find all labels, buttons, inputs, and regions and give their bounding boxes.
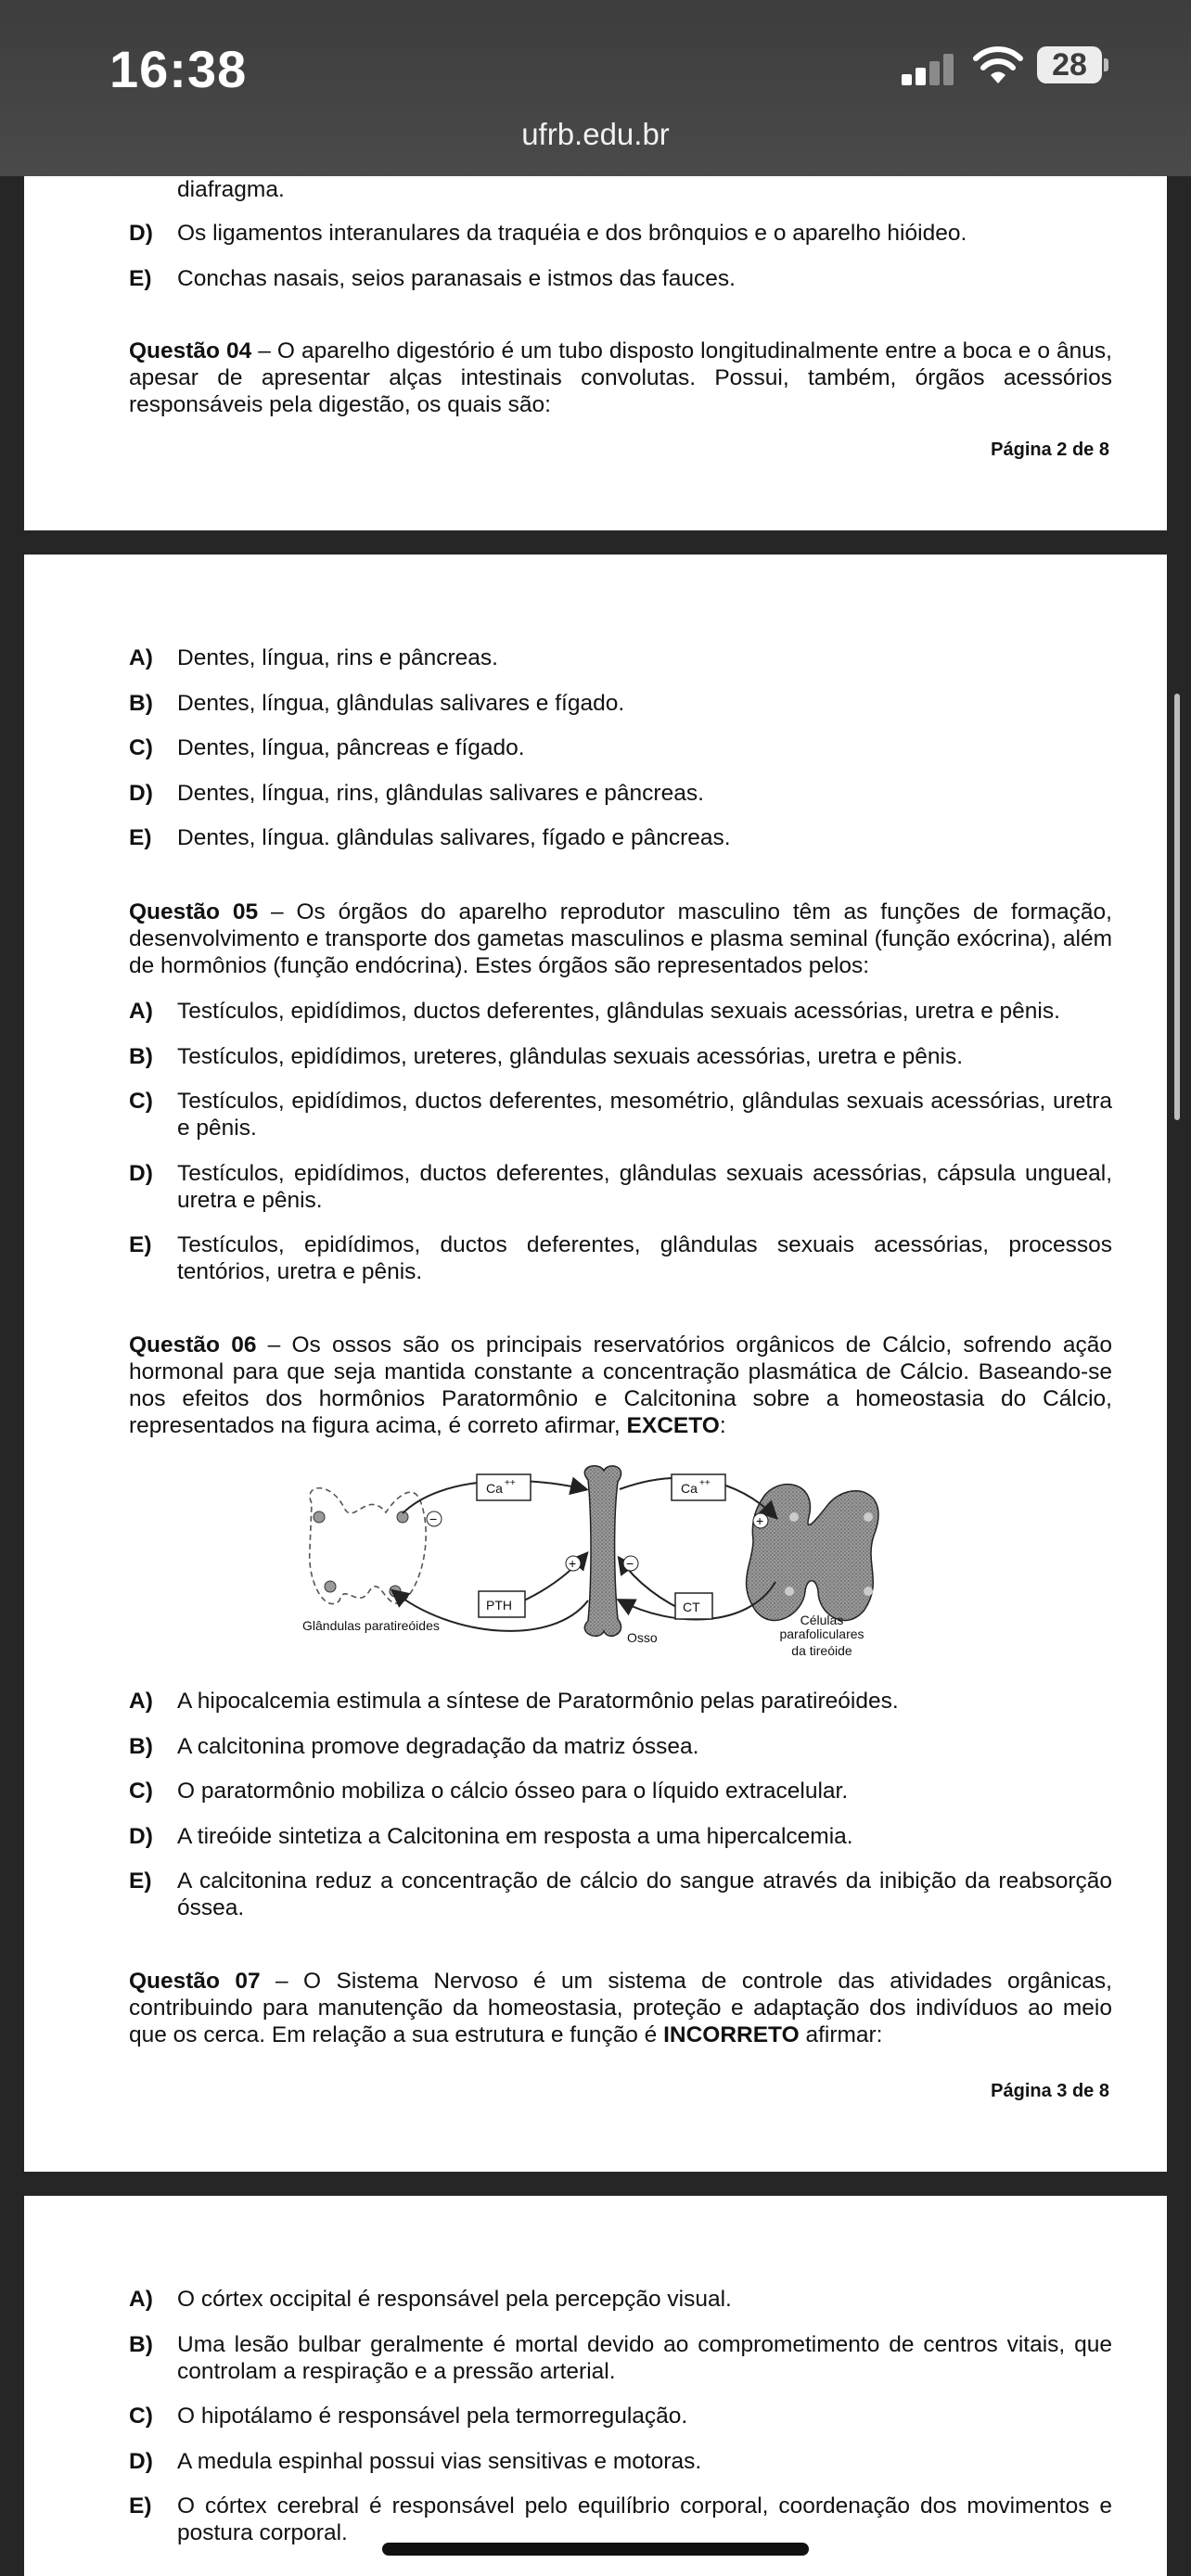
scrollbar-thumb[interactable] [1174, 694, 1180, 1120]
calcium-label-left: Ca [486, 1481, 503, 1496]
ct-label: CT [683, 1600, 700, 1614]
calcium-charge-left: ++ [505, 1478, 516, 1488]
option-d: D) Os ligamentos interanulares da traquéia e dos brônquios e o aparelho hióideo. [129, 221, 967, 246]
minus-sign-1: − [429, 1511, 438, 1526]
bone-caption: Osso [627, 1630, 658, 1645]
cells-caption-1: Células [800, 1613, 844, 1627]
parathyroid-caption: Glândulas paratireóides [302, 1618, 440, 1633]
question-06: Questão 06 – Os ossos são os principais reservatórios orgânicos de Cálcio, sofrendo ação hormonal para que seja mantida constante a concentração plasmática de Cálcio. Baseando-se nos efeitos dos hormônios Paratormônio e Calcitonina sobre a homeostasia do Cálcio, representados na figura acima, é correto afirmar, EXCETO: [129, 1333, 1112, 1438]
question-04: Questão 04 – O aparelho digestório é um tubo disposto longitudinalmente entre a boca e o ânus, apesar de apresentar alças intestinais convolutas. Possui, também, órgãos acessórios responsáveis pela digestão, os quais são: [129, 338, 1112, 417]
plus-sign-2: + [756, 1513, 764, 1528]
plus-sign-1: + [569, 1556, 577, 1571]
q06-option-a: A) A hipocalcemia estimula a síntese de Paratormônio pelas paratireóides. [129, 1689, 899, 1714]
battery-icon [1037, 46, 1108, 83]
home-indicator[interactable] [382, 2543, 809, 2556]
q04-option-a: A) Dentes, língua, rins e pâncreas. [129, 645, 498, 670]
pdf-page-3 [24, 555, 1167, 2172]
thyroid-shape [747, 1485, 878, 1621]
q04-option-e: E) Dentes, língua. glândulas salivares, fígado e pâncreas. [129, 825, 731, 850]
q06-option-c: C) O paratormônio mobiliza o cálcio ósseo para o líquido extracelular. [129, 1779, 849, 1804]
q07-option-b: B) Uma lesão bulbar geralmente é mortal devido ao comprometimento de centros vitais, que controlam a respiração e a pressão arterial. [129, 2332, 1112, 2384]
q07-option-d: D) A medula espinhal possui vias sensitivas e motoras. [129, 2449, 702, 2474]
page-number: Página 3 de 8 [991, 2081, 1109, 2101]
q07-option-e: E) O córtex cerebral é responsável pelo equilíbrio corporal, coordenação dos movimentos e postura corporal. [129, 2493, 1112, 2545]
q05-option-a: A) Testículos, epidídimos, ductos deferentes, glândulas sexuais acessórias, uretra e pênis. [129, 999, 1060, 1024]
option-e: E) Conchas nasais, seios paranasais e istmos das fauces. [129, 266, 736, 291]
calcium-label-right: Ca [681, 1481, 698, 1496]
question-07: Questão 07 – O Sistema Nervoso é um sistema de controle das atividades orgânicas, contribuindo para manutenção da homeostasia, proteção e adaptação dos indivíduos ao meio que os cerca. Em relação a sua estrutura e função é INCORRETO afirmar: [129, 1969, 1112, 2047]
clock: 16:38 [109, 40, 248, 98]
question-05: Questão 05 – Os órgãos do aparelho reprodutor masculino têm as funções de formação, desenvolvimento e transporte dos gametas masculinos e plasma seminal (função exócrina), além de hormônios (função endócrina). Estes órgãos são representados pelos: [129, 899, 1112, 978]
battery-level: 28 [1037, 46, 1102, 83]
address-bar-url[interactable]: ufrb.edu.br [521, 117, 670, 151]
cells-caption-2: parafoliculares [779, 1626, 864, 1641]
bone-shape [584, 1466, 621, 1637]
calcium-charge-right: ++ [699, 1478, 711, 1488]
q07-option-c: C) O hipotálamo é responsável pela termorregulação. [129, 2404, 688, 2429]
q04-option-b: B) Dentes, língua, glândulas salivares e fígado. [129, 691, 625, 716]
parathyroid-glands-shape [310, 1488, 426, 1604]
continuation-text: diafragma. [177, 177, 285, 202]
q04-option-c: C) Dentes, língua, pâncreas e fígado. [129, 735, 525, 760]
pdf-page-4 [24, 2196, 1167, 2576]
q06-option-e: E) A calcitonina reduz a concentração de cálcio do sangue através da inibição da reabsorção óssea. [129, 1868, 1112, 1920]
minus-sign-2: − [626, 1556, 634, 1571]
q04-option-d: D) Dentes, língua, rins, glândulas salivares e pâncreas. [129, 781, 704, 806]
cellular-signal-icon [902, 54, 955, 85]
q05-option-b: B) Testículos, epidídimos, ureteres, glândulas sexuais acessórias, uretra e pênis. [129, 1044, 964, 1069]
page-number: Página 2 de 8 [991, 440, 1109, 460]
q05-option-e: E) Testículos, epidídimos, ductos deferentes, glândulas sexuais acessórias, processos tentórios, uretra e pênis. [129, 1232, 1112, 1284]
browser-status-bar [0, 0, 1191, 176]
pth-label: PTH [486, 1598, 512, 1613]
q06-option-d: D) A tireóide sintetiza a Calcitonina em resposta a uma hipercalcemia. [129, 1824, 853, 1849]
calcium-homeostasis-figure [293, 1461, 905, 1658]
q05-option-d: D) Testículos, epidídimos, ductos deferentes, glândulas sexuais acessórias, cápsula ungueal, uretra e pênis. [129, 1161, 1112, 1213]
pdf-page-2 [24, 176, 1167, 530]
q07-option-a: A) O córtex occipital é responsável pela percepção visual. [129, 2287, 732, 2312]
cells-caption-3: da tireóide [791, 1643, 852, 1658]
wifi-icon [972, 45, 1024, 85]
q05-option-c: C) Testículos, epidídimos, ductos deferentes, mesométrio, glândulas sexuais acessórias, uretra e pênis. [129, 1089, 1112, 1141]
q06-option-b: B) A calcitonina promove degradação da matriz óssea. [129, 1734, 699, 1759]
